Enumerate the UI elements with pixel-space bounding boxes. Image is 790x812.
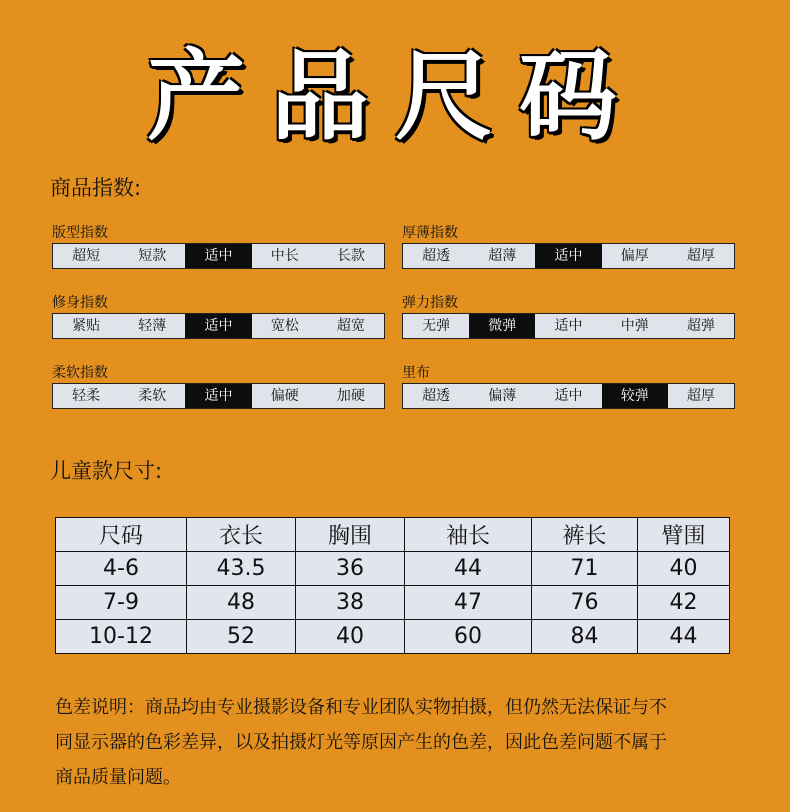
index-option-selected: 适中 — [185, 384, 251, 408]
table-cell: 44 — [405, 552, 532, 586]
page-title: 产品尺码 — [146, 39, 643, 154]
table-cell: 60 — [405, 620, 532, 654]
index-option: 短款 — [138, 248, 167, 264]
table-cell: 52 — [187, 620, 296, 654]
index-option: 超薄 — [488, 248, 517, 264]
index-label: 厚薄指数 — [402, 225, 458, 241]
index-option: 偏薄 — [488, 388, 517, 404]
table-cell: 10-12 — [56, 620, 187, 654]
index-label: 修身指数 — [52, 295, 108, 311]
table-cell: 71 — [532, 552, 638, 586]
index-option-selected: 适中 — [185, 244, 251, 268]
index-option: 超短 — [72, 248, 101, 264]
table-cell: 43.5 — [187, 552, 296, 586]
table-cell: 40 — [638, 552, 730, 586]
index-option: 柔软 — [138, 388, 167, 404]
index-label: 里布 — [402, 365, 430, 381]
index-option: 中弹 — [620, 318, 649, 334]
index-option: 超透 — [422, 388, 451, 404]
table-cell: 47 — [405, 586, 532, 620]
table-row — [56, 552, 730, 586]
index-option: 偏厚 — [620, 248, 649, 264]
size-chart-heading: 儿童款尺寸: — [50, 459, 163, 483]
index-option: 偏硬 — [270, 388, 299, 404]
size-table — [55, 517, 730, 654]
index-option: 超宽 — [336, 318, 365, 334]
table-cell: 44 — [638, 620, 730, 654]
index-option: 长款 — [336, 248, 365, 264]
index-option: 无弹 — [422, 318, 451, 334]
table-cell: 4-6 — [56, 552, 187, 586]
size-table-header-row — [56, 518, 730, 552]
table-row — [56, 586, 730, 620]
index-scale — [402, 383, 735, 409]
index-option: 宽松 — [270, 318, 299, 334]
index-option: 超厚 — [686, 248, 715, 264]
index-option-selected: 较弹 — [602, 384, 668, 408]
note-line: 同显示器的色彩差异，以及拍摄灯光等原因产生的色差，因此色差问题不属于 — [55, 732, 667, 753]
product-index-heading: 商品指数: — [50, 176, 142, 200]
column-header: 臂围 — [638, 518, 730, 552]
table-cell: 38 — [296, 586, 405, 620]
index-option: 中长 — [270, 248, 299, 264]
color-difference-note — [55, 690, 745, 795]
table-cell: 40 — [296, 620, 405, 654]
index-label: 弹力指数 — [402, 295, 458, 311]
column-header: 胸围 — [296, 518, 405, 552]
index-scale — [402, 313, 735, 339]
index-option: 轻柔 — [72, 388, 101, 404]
column-header: 袖长 — [405, 518, 532, 552]
index-label: 版型指数 — [52, 225, 108, 241]
column-header: 尺码 — [56, 518, 187, 552]
index-option: 超透 — [422, 248, 451, 264]
note-line: 商品质量问题。 — [55, 767, 181, 788]
table-cell: 48 — [187, 586, 296, 620]
table-cell: 76 — [532, 586, 638, 620]
index-option: 加硬 — [336, 388, 365, 404]
index-option-selected: 微弹 — [469, 314, 535, 338]
table-cell: 84 — [532, 620, 638, 654]
index-label: 柔软指数 — [52, 365, 108, 381]
index-option: 适中 — [554, 318, 583, 334]
table-cell: 42 — [638, 586, 730, 620]
table-cell: 7-9 — [56, 586, 187, 620]
column-header: 衣长 — [187, 518, 296, 552]
index-option: 适中 — [554, 388, 583, 404]
index-option-selected: 适中 — [535, 244, 601, 268]
table-row — [56, 620, 730, 654]
table-cell: 36 — [296, 552, 405, 586]
index-option: 紧贴 — [72, 318, 101, 334]
index-scale — [52, 383, 385, 409]
note-line: 色差说明：商品均由专业摄影设备和专业团队实物拍摄，但仍然无法保证与不 — [55, 697, 667, 718]
index-option: 超弹 — [686, 318, 715, 334]
index-scale — [402, 243, 735, 269]
index-option-selected: 适中 — [185, 314, 251, 338]
column-header: 裤长 — [532, 518, 638, 552]
index-option: 轻薄 — [138, 318, 167, 334]
index-scale — [52, 313, 385, 339]
index-scale — [52, 243, 385, 269]
index-option: 超厚 — [686, 388, 715, 404]
